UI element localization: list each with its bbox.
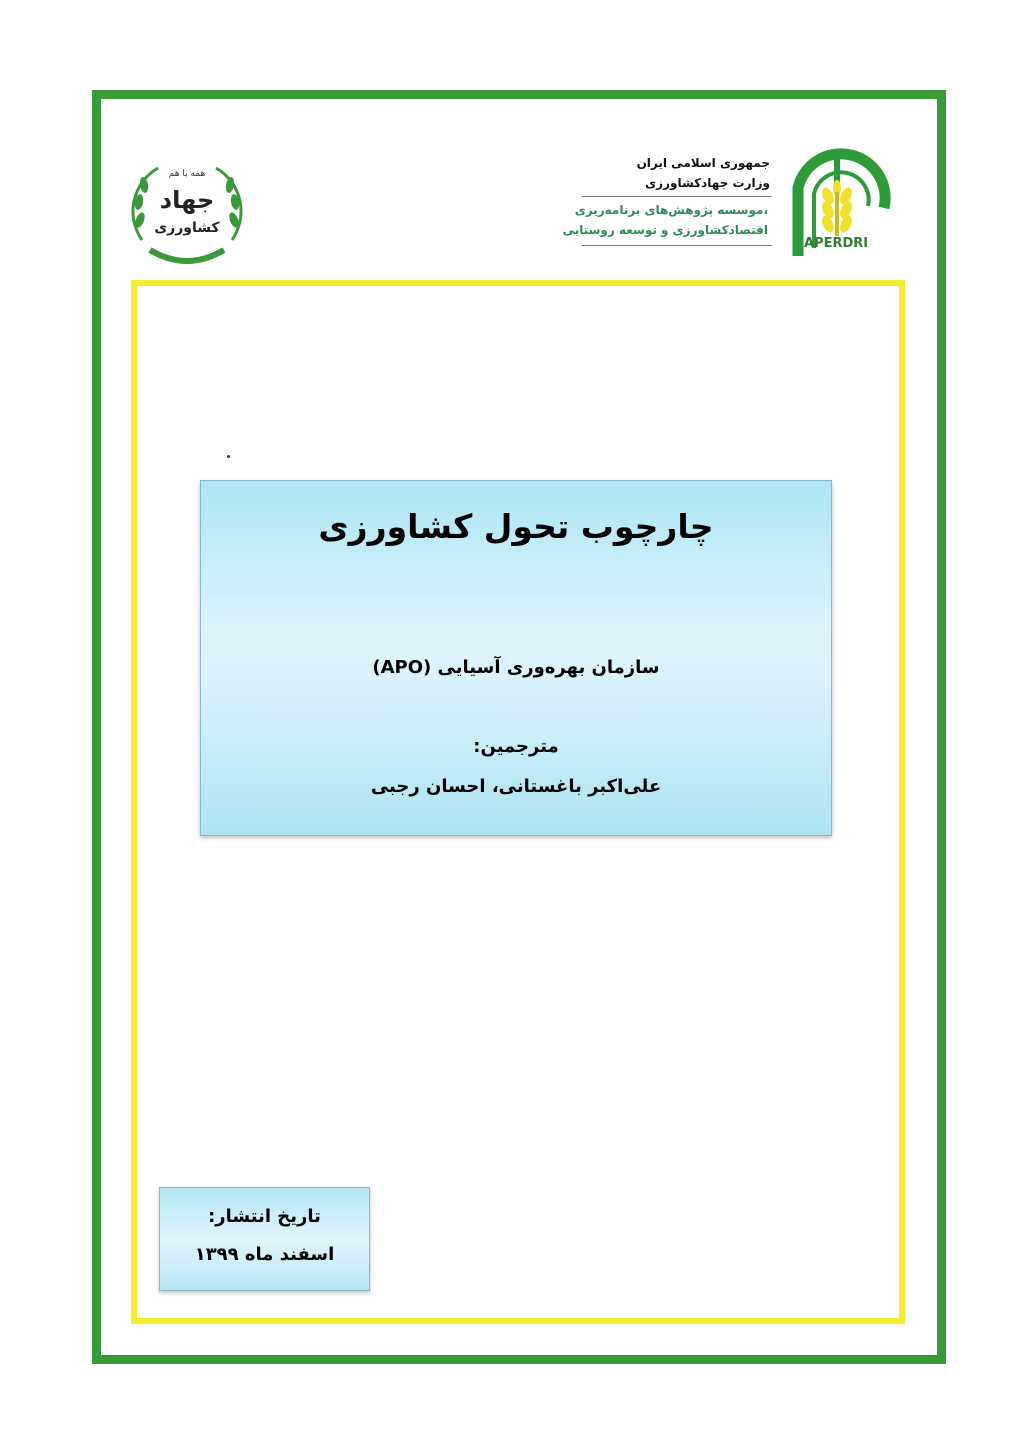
ministry-line-2: وزارت جهادکشاورزی bbox=[645, 176, 770, 190]
jahad-main-text: جهاد bbox=[159, 186, 215, 214]
jahad-small-text: همه با هم bbox=[168, 169, 206, 179]
ministry-line-1: جمهوری اسلامی ایران bbox=[636, 156, 770, 170]
publication-date-label: تاریخ انتشار: bbox=[208, 1206, 321, 1227]
institute-line-2: اقتصادکشاورزی و توسعه روستایی bbox=[562, 223, 768, 237]
aperdri-label: APERDRI bbox=[804, 236, 869, 251]
publication-date-box bbox=[159, 1187, 370, 1291]
institute-name-box bbox=[562, 196, 772, 246]
jahad-keshavarzi-logo-icon bbox=[128, 150, 246, 268]
publication-date-value: اسفند ماه ۱۳۹۹ bbox=[194, 1244, 335, 1265]
organization-name: سازمان بهره‌وری آسیایی (APO) bbox=[372, 657, 660, 678]
translators-label: مترجمین: bbox=[473, 736, 559, 757]
title-box bbox=[200, 480, 832, 836]
jahad-sub-text: کشاورزی bbox=[154, 220, 220, 236]
institute-line-1: موسسه پژوهش‌های برنامه‌ریزی، bbox=[574, 203, 768, 217]
document-title: چارچوب تحول کشاورزی bbox=[318, 507, 714, 546]
header-institute-block bbox=[562, 148, 908, 263]
translators-names: علی‌اکبر باغستانی، احسان رجبی bbox=[370, 776, 662, 797]
stray-dot bbox=[227, 455, 230, 458]
